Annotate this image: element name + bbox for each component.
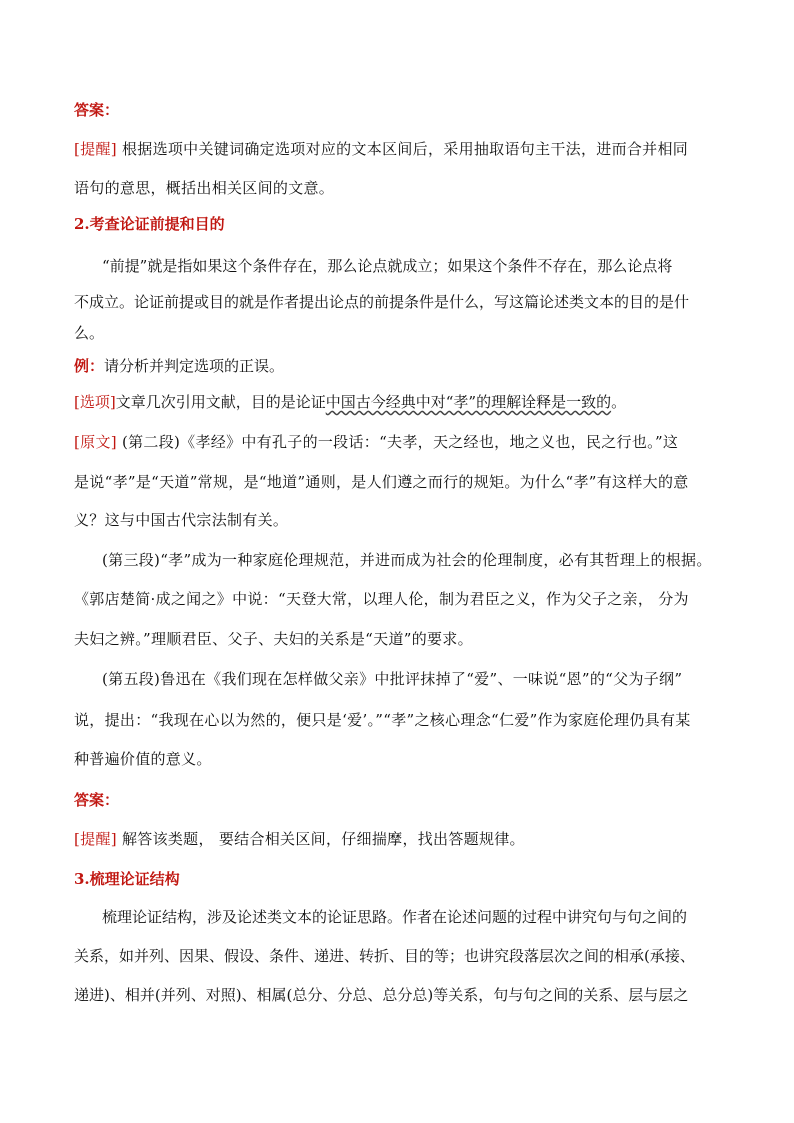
hint-text: 根据选项中关键词确定选项对应的文本区间后，采用抽取语句主干法，进而合并相同 [116, 140, 689, 158]
original-line: 义？这与中国古代宗法制有关。 [74, 511, 289, 529]
original-line: [原文] (第二段)《孝经》中有孔子的一段话：“夫孝，天之经也，地之义也，民之行也。”这 [74, 433, 679, 451]
hint-line: [提醒] 解答该类题， 要结合相关区间，仔细揣摩，找出答题规律。 [74, 830, 525, 848]
original-line: 夫妇之辨。”理顺君臣、父子、夫妇的关系是“天道”的要求。 [74, 630, 473, 648]
example-label: 例： [74, 357, 105, 375]
paragraph-line: 梳理论证结构，涉及论述类文本的论证思路。作者在论述问题的过程中讲究句与句之间的 [102, 908, 688, 926]
hint-line-2 [74, 178, 334, 198]
section-heading-3: 3.梳理论证结构 [74, 870, 180, 888]
original-tag: [原文] [74, 433, 117, 451]
original-line: 是说“孝”是“天道”常规，是“地道”通则，是人们遵之而行的规矩。为什么“孝”有这样大的意 [74, 473, 689, 491]
answer-label-1 [74, 100, 119, 120]
option-tag: [选项] [74, 393, 116, 411]
example-text: 请分析并判定选项的正误。 [104, 357, 285, 375]
underlined-phrase: 中国古今经典中对“孝”的理解诠释是一致的 [325, 393, 612, 411]
hint-line-1 [74, 139, 688, 159]
original-line: 种普遍价值的意义。 [74, 750, 212, 768]
hint-tag: [提醒] [74, 140, 117, 158]
paragraph-line: 递进)、相并(并列、对照)、相属(总分、分总、总分总)等关系，句与句之间的关系、层与层之 [74, 986, 689, 1004]
hint-tag: [提醒] [74, 830, 117, 848]
example-line [74, 356, 284, 376]
paragraph-line: “前提”就是指如果这个条件存在，那么论点就成立；如果这个条件不存在，那么论点将 [102, 257, 673, 275]
original-line: 《郭店楚简·成之闻之》中说：“天登大常，以理人伦，制为君臣之义，作为父子之亲， 分为 [74, 590, 689, 608]
original-line: 说，提出：“我现在心以为然的，便只是‘爱’。”“孝”之核心理念“仁爱”作为家庭伦理仍具有某 [74, 711, 691, 729]
paragraph-line: 不成立。论证前提或目的就是作者提出论点的前提条件是什么，写这篇论述类文本的目的是什 [74, 293, 690, 311]
original-line: (第三段)“孝”成为一种家庭伦理规范，并进而成为社会的伦理制度，必有其哲理上的根据。 [102, 551, 712, 569]
answer-label-2: 答案： [74, 791, 120, 809]
section-heading-2: 2.考查论证前提和目的 [74, 215, 225, 233]
paragraph-line: 么。 [74, 324, 105, 342]
paragraph-line: 关系，如并列、因果、假设、条件、递进、转折、目的等；也讲究段落层次之间的相承(承接、 [74, 947, 695, 965]
option-line: [选项]文章几次引用文献，目的是论证中国古今经典中对“孝”的理解诠释是一致的。 [74, 393, 627, 411]
hint-text: 语句的意思，概括出相关区间的文意。 [74, 179, 335, 197]
original-line: (第五段)鲁迅在《我们现在怎样做父亲》中批评抹掉了“爱”、一味说“恩”的“父为子纲” [102, 670, 683, 688]
answer-label-text: 答案： [74, 101, 120, 119]
